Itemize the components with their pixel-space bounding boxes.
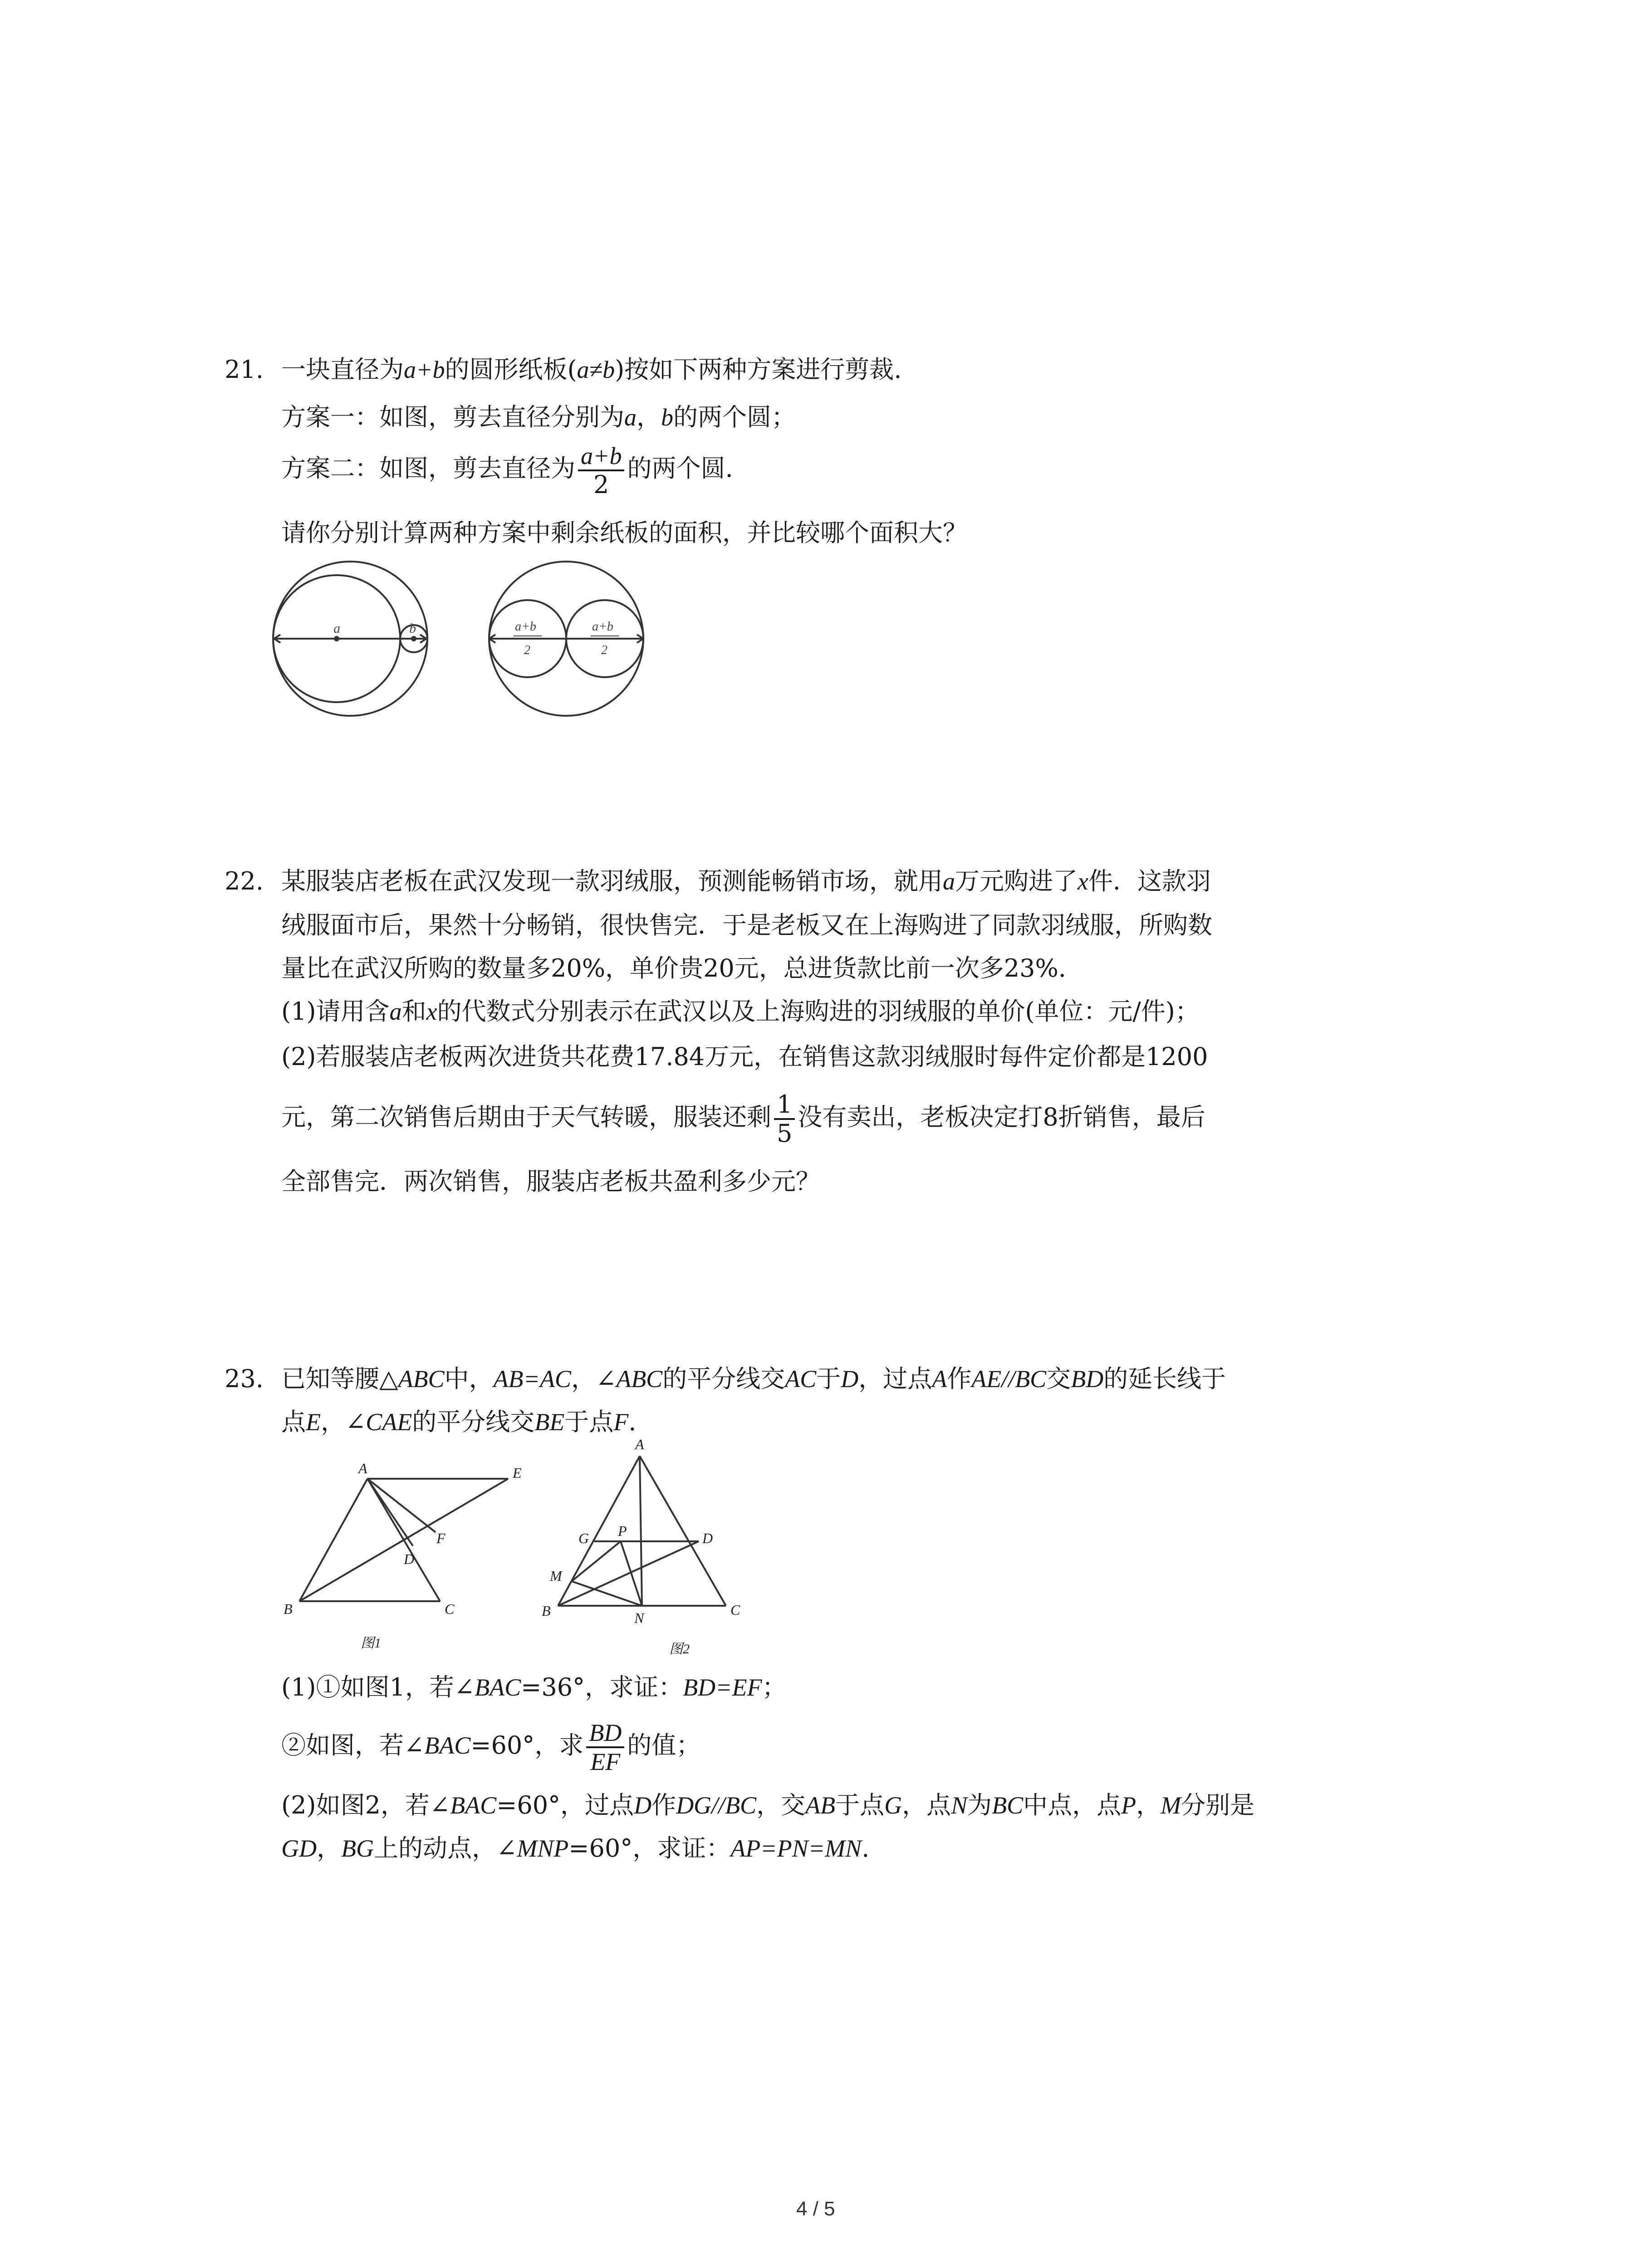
q21-question: 请你分别计算两种方案中剩余纸板的面积，并比较哪个面积大？: [281, 518, 967, 547]
q22-line7: 全部售完．两次销售，服装店老板共盈利多少元？: [281, 1167, 820, 1196]
fig2-label-A: A: [635, 1436, 644, 1452]
q21-plan2: 方案二：如图，剪去直径为 $\frac{a+b}{2}$ 的两个圆.: [281, 442, 733, 499]
fig1-label-E: E: [513, 1465, 522, 1481]
q21-intro: 一块直径为a+b的圆形纸板(a≠b)按如下两种方案进行剪裁.: [281, 355, 902, 384]
q23-line1: 已知等腰△ABC中，AB=AC，∠ABC的平分线交AC于D，过点A作AE//BC交BD的延长线于: [281, 1364, 1226, 1393]
fig2-label-M: M: [550, 1568, 562, 1584]
q21-fig-label-den-left: 2: [524, 643, 530, 657]
q21-plan1: 方案一：如图，剪去直径分别为a，b的两个圆；: [281, 403, 796, 431]
q23-sub3: (2)如图2，若∠BAC=60°，过点D作DG//BC，交AB于点G，点N为BC中点，点P，M分别是: [281, 1791, 1255, 1819]
q23-figure2: [522, 1429, 776, 1660]
q23-figure1: [268, 1447, 549, 1656]
q21-fraction: $\frac{a+b}{2}$: [578, 442, 624, 499]
fig2-label-B: B: [542, 1603, 551, 1619]
page-number: 4 / 5: [796, 2198, 835, 2220]
fig1-label-D: D: [404, 1551, 415, 1567]
q23-sub4: GD，BG上的动点，∠MNP=60°，求证：AP=PN=MN.: [281, 1834, 870, 1862]
q21-fig-label-b: b: [409, 621, 416, 636]
q22-fraction: $\frac{1}{5}$: [774, 1091, 795, 1147]
q23-sub1: (1)①如图1，若∠BAC=36°，求证：BD=EF；: [281, 1673, 787, 1701]
fig2-label-N: N: [634, 1610, 644, 1626]
fig2-label-P: P: [618, 1523, 627, 1539]
fig2-label-G: G: [578, 1530, 589, 1546]
q22-line2: 绒服面市后，果然十分畅销，很快售完．于是老板又在上海购进了同款羽绒服，所购数: [281, 911, 1212, 939]
fig2-label-D: D: [702, 1530, 713, 1546]
q21-figures: [272, 558, 681, 730]
q22-line6: 元，第二次销售后期由于天气转暖，服装还剩 $\frac{1}{5}$ 没有卖出，老板决定打8折销售，最后: [281, 1090, 1205, 1148]
q21-figure-plan2: [489, 562, 643, 716]
q21-figure-plan1: [273, 562, 427, 716]
q22-line1: 某服装店老板在武汉发现一款羽绒服，预测能畅销市场，就用a万元购进了x件．这款羽: [281, 867, 1211, 895]
q21-fig-label-num-left: a+b: [515, 620, 536, 634]
fig1-label-A: A: [358, 1460, 367, 1476]
q22-line4: (1)请用含a和x的代数式分别表示在武汉以及上海购进的羽绒服的单价(单位：元/件)；: [281, 997, 1200, 1026]
q23-fraction: $\frac{BD}{EF}$: [586, 1719, 624, 1775]
q21-fig-label-a: a: [333, 621, 340, 636]
fig1-label-B: B: [284, 1601, 293, 1617]
q21-fig-label-num-right: a+b: [592, 620, 613, 634]
q22-line5: (2)若服装店老板两次进货共花费17.84万元，在销售这款羽绒服时每件定价都是1200: [281, 1042, 1208, 1071]
q23-number: 23.: [225, 1364, 264, 1393]
fig2-label-C: C: [730, 1602, 740, 1618]
fig1-label-C: C: [445, 1601, 455, 1617]
fig1-caption: 图1: [361, 1636, 381, 1651]
q21-number: 21.: [225, 355, 264, 384]
fig1-label-F: F: [436, 1530, 446, 1546]
q22-number: 22.: [225, 867, 264, 895]
q23-line2: 点E，∠CAE的平分线交BE于点F.: [281, 1408, 637, 1436]
q23-sub2: ②如图，若∠BAC=60°，求 $\frac{BD}{EF}$ 的值；: [281, 1719, 701, 1775]
q21-fig-label-den-right: 2: [601, 643, 607, 657]
fig2-caption: 图2: [669, 1642, 690, 1657]
q22-line3: 量比在武汉所购的数量多20%，单价贵20元，总进货款比前一次多23%.: [281, 954, 1066, 982]
